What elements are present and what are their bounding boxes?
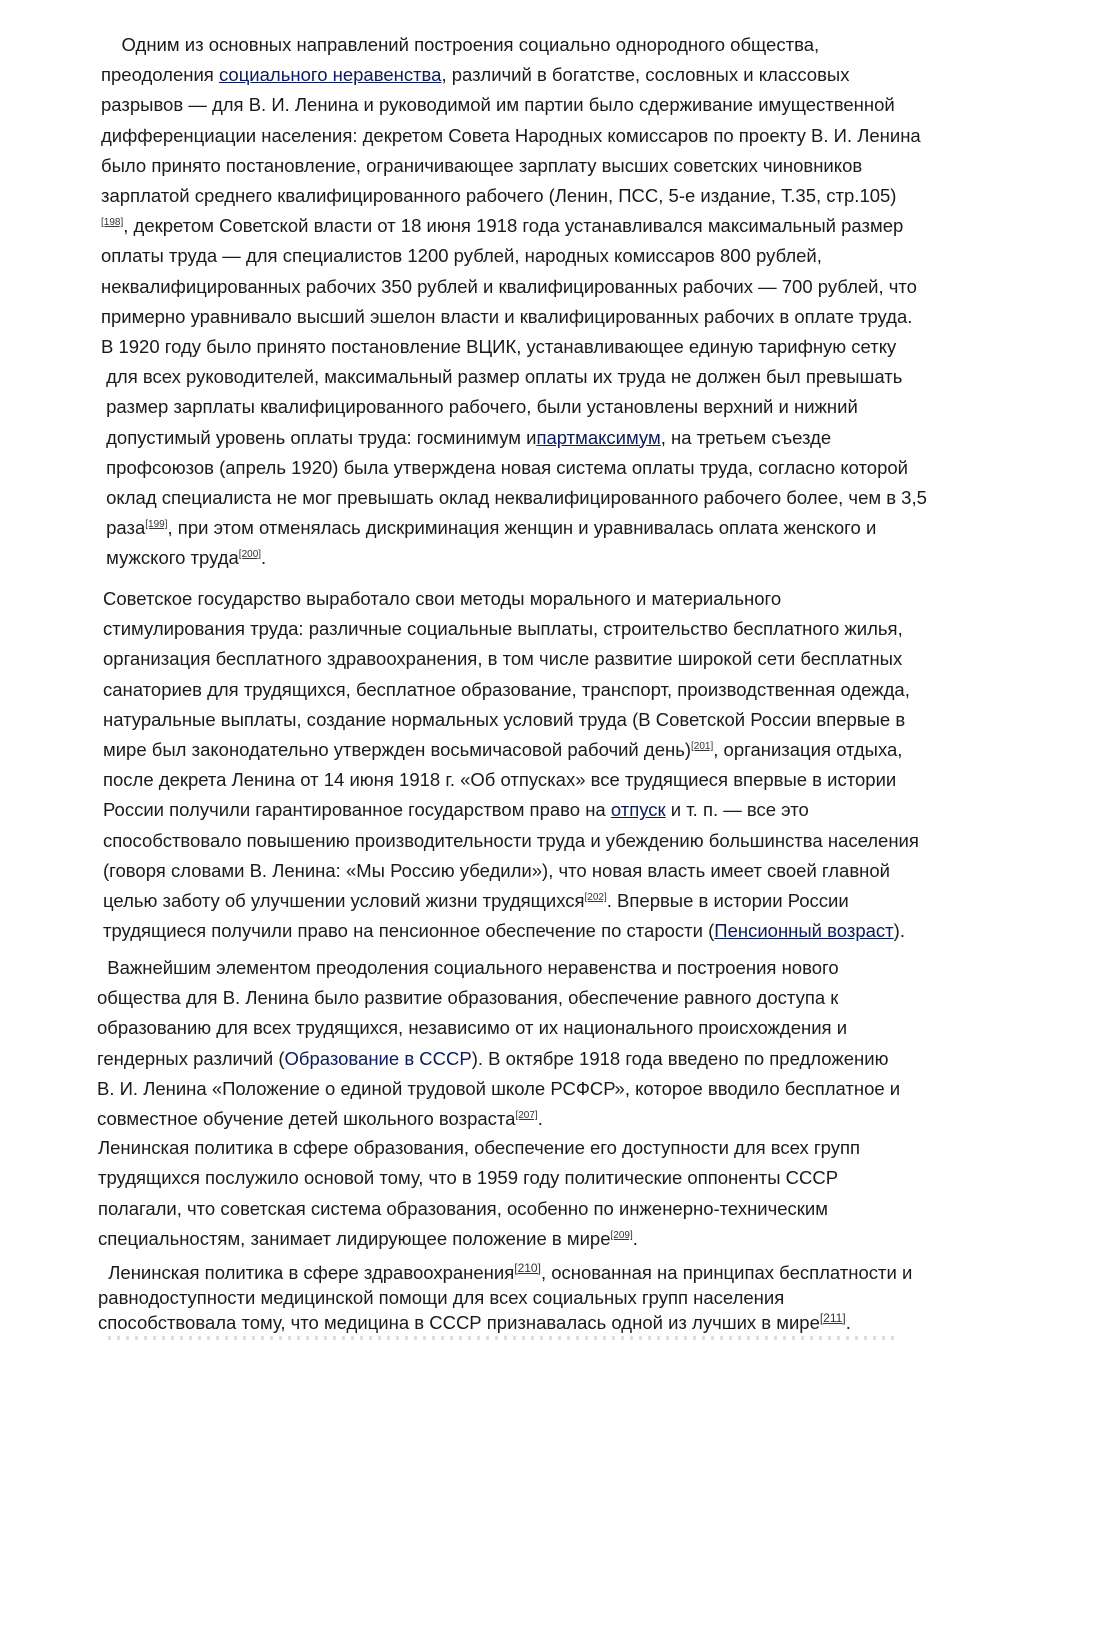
text-line [101, 121, 927, 151]
text-line [101, 302, 927, 332]
text-line [103, 886, 919, 916]
text-run: , на третьем съезде [660, 426, 832, 448]
text-line [97, 1104, 900, 1134]
text-run: было принято постановление, ограничивающее зарплату высших советских чиновников [101, 154, 863, 176]
text-line [101, 453, 927, 483]
text-line [98, 1310, 912, 1335]
text-line [101, 181, 927, 211]
text-run: трудящиеся получили право на пенсионное обеспечение по старости ( [103, 920, 715, 942]
text-run: натуральные выплаты, создание нормальных условий труда (В Советской России впервые в [103, 708, 906, 730]
text-run: Советское государство выработало свои методы морального и материального [103, 588, 782, 609]
footnote-ref[interactable]: [207] [515, 1109, 538, 1121]
paragraph-wage-equalization [101, 30, 927, 574]
text-line [101, 241, 927, 271]
text-run: ). В октябре 1918 года введено по предложению [471, 1047, 889, 1069]
text-line [101, 483, 927, 513]
text-run: размер зарплаты квалифицированного рабочего, были установлены верхний и нижний [101, 396, 858, 418]
text-run: допустимый уровень оплаты труда: госминимум и [101, 426, 537, 448]
text-run: , основанная на принципах бесплатности и [540, 1262, 913, 1283]
text-run: санаториев для трудящихся, бесплатное образование, транспорт, производственная одежда, [103, 678, 910, 700]
text-line [97, 1013, 900, 1043]
text-run: примерно уравнивало высший эшелон власти и квалифицированных рабочих в оплате труда. [101, 305, 913, 327]
text-run: специальностям, занимает лидирующее положение в мире [98, 1228, 611, 1250]
text-line [103, 826, 919, 856]
text-line [103, 856, 919, 886]
text-line [101, 151, 927, 181]
text-run: способствовало повышению производительности труда и убеждению большинства населения [103, 829, 919, 851]
text-run: мире был законодательно утвержден восьмичасовой рабочий день) [103, 739, 691, 761]
text-run: . [261, 547, 267, 569]
text-run: целью заботу об улучшении условий жизни трудящихся [103, 890, 585, 912]
text-run: , при этом отменялась дискриминация женщин и уравнивалась оплата женского и [167, 517, 877, 539]
text-line [101, 60, 927, 90]
text-run: В. И. Ленина «Положение о единой трудовой школе РСФСР», которое вводило бесплатное и [97, 1077, 901, 1099]
text-run: Ленинская политика в сфере образования, обеспечение его доступности для всех групп [98, 1137, 861, 1158]
text-run: трудящихся послужило основой тому, что в 1959 году политические оппоненты СССР [98, 1167, 839, 1189]
text-line [98, 1285, 912, 1310]
text-run: Одним из основных направлений построения социально однородного общества, [101, 34, 820, 55]
paragraph-education [97, 953, 900, 1134]
text-line [98, 1133, 860, 1163]
text-line [103, 644, 919, 674]
text-run: . [845, 1312, 851, 1333]
text-run: и т. п. — все это [665, 799, 809, 821]
text-run: общества для В. Ленина было развитие образования, обеспечение равного доступа к [97, 987, 839, 1009]
text-line [103, 765, 919, 795]
text-line [97, 953, 900, 983]
text-run: разрывов — для В. И. Ленина и руководимой им партии было сдерживание имущественной [101, 94, 895, 116]
text-line [103, 735, 919, 765]
footnote-ref[interactable]: [198] [101, 217, 124, 229]
text-run: , организация отдыха, [713, 739, 903, 761]
paragraph-healthcare [98, 1260, 912, 1335]
text-run: мужского труда [101, 547, 239, 569]
text-line [101, 543, 927, 573]
text-line [101, 272, 927, 302]
text-run: (говоря словами В. Ленина: «Мы Россию убедили»), что новая власть имеет своей главной [103, 859, 891, 881]
text-line [101, 423, 927, 453]
text-line [103, 795, 919, 825]
footnote-ref[interactable]: [201] [691, 740, 714, 752]
text-line [98, 1194, 860, 1224]
inline-link[interactable]: социального неравенства [218, 64, 442, 86]
footnote-ref[interactable]: [210] [514, 1260, 541, 1275]
text-run: неквалифицированных рабочих 350 рублей и квалифицированных рабочих — 700 рублей, что [101, 275, 917, 297]
text-line [101, 362, 927, 392]
text-line [98, 1260, 912, 1285]
text-line [101, 332, 927, 362]
text-line [103, 705, 919, 735]
text-run: оклад специалиста не мог превышать оклад неквалифицированного рабочего более, чем в 3,5 [101, 487, 927, 509]
text-run: после декрета Ленина от 14 июня 1918 г. «Об отпусках» все трудящиеся впервые в истории [103, 769, 897, 791]
text-line [101, 513, 927, 543]
text-run: образованию для всех трудящихся, независимо от их национального происхождения и [97, 1017, 848, 1039]
text-run: способствовала тому, что медицина в СССР признавалась одной из лучших в мире [98, 1312, 820, 1333]
scan-residue-line [108, 1336, 898, 1340]
text-line [97, 983, 900, 1013]
text-run: стимулирования труда: различные социальные выплаты, строительство бесплатного жилья, [103, 618, 903, 640]
text-run: , различий в богатстве, сословных и классовых [441, 64, 850, 86]
footnote-ref[interactable]: [200] [238, 549, 262, 561]
text-run: организация бесплатного здравоохранения, в том числе развитие широкой сети бесплатных [103, 648, 903, 670]
text-line [101, 392, 927, 422]
text-run: зарплатой среднего квалифицированного рабочего (Ленин, ПСС, 5-е издание, Т.35, стр.105) [101, 185, 897, 207]
footnote-ref[interactable]: [211] [819, 1310, 846, 1325]
inline-link[interactable]: партмаксимум [536, 426, 661, 448]
text-run: совместное обучение детей школьного возраста [97, 1108, 516, 1130]
text-line [97, 1074, 900, 1104]
text-run: Ленинская политика в сфере здравоохранения [98, 1262, 515, 1283]
footnote-ref[interactable]: [199] [145, 519, 168, 531]
inline-link[interactable]: Пенсионный возраст [714, 920, 894, 942]
text-run: . Впервые в истории России [606, 890, 849, 912]
text-run: равнодоступности медицинской помощи для всех социальных групп населения [98, 1287, 785, 1308]
text-run: России получили гарантированное государством право на [103, 799, 611, 821]
footnote-ref[interactable]: [209] [610, 1230, 633, 1242]
text-run: оплаты труда — для специалистов 1200 рублей, народных комиссаров 800 рублей, [101, 245, 822, 267]
text-run: , декретом Советской власти от 18 июня 1918 года устанавливался максимальный размер [123, 215, 904, 237]
text-run: . [632, 1228, 638, 1250]
text-run: гендерных различий ( [97, 1047, 285, 1069]
text-line [98, 1163, 860, 1193]
text-run: раза [101, 517, 146, 539]
footnote-ref[interactable]: [202] [584, 891, 607, 903]
text-run: ). [893, 920, 905, 942]
text-line [101, 90, 927, 120]
text-run: профсоюзов (апрель 1920) была утверждена новая система оплаты труда, согласно которой [101, 456, 908, 478]
text-line [103, 675, 919, 705]
text-line [103, 916, 919, 946]
text-line [97, 1044, 900, 1074]
text-run: дифференциации населения: декретом Совета Народных комиссаров по проекту В. И. Ленина [101, 124, 921, 146]
text-run: Важнейшим элементом преодоления социального неравенства и построения нового [97, 957, 839, 978]
inline-link[interactable]: отпуск [610, 799, 666, 821]
text-line [98, 1224, 860, 1254]
text-run: для всех руководителей, максимальный размер оплаты их труда не должен был превышать [101, 366, 903, 388]
text-run: . [537, 1108, 543, 1130]
text-line [101, 30, 927, 60]
text-line [103, 614, 919, 644]
text-line [101, 211, 927, 241]
paragraph-labor-incentives [103, 584, 919, 946]
paragraph-education-policy [98, 1133, 860, 1255]
text-line [103, 584, 919, 614]
text-run: преодоления [101, 64, 219, 86]
inline-link[interactable]: Образование в СССР [284, 1047, 472, 1069]
text-run: полагали, что советская система образования, особенно по инженерно-техническим [98, 1197, 828, 1219]
text-run: В 1920 году было принято постановление ВЦИК, устанавливающее единую тарифную сетку [101, 336, 897, 358]
